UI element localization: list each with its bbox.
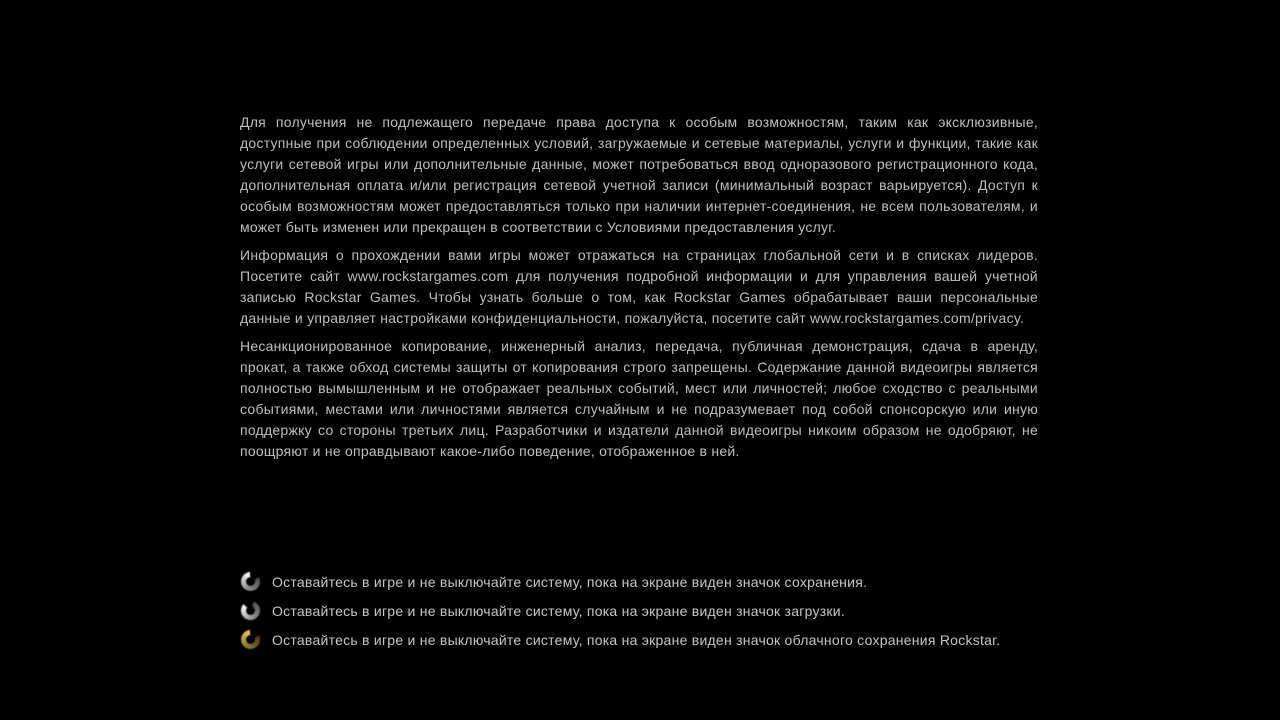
legal-text-block xyxy=(240,112,1038,469)
notice-row-loading xyxy=(241,596,1071,625)
notice-text-save: Оставайтесь в игре и не выключайте систему, пока на экране виден значок сохранения. xyxy=(272,573,868,590)
legal-paragraph-copyright: Несанкционированное копирование, инженерный анализ, передача, публичная демонстрация, сдача в аренду, прокат, а также обход системы защиты от копирования строго запрещены. Содержание данной видеоигры является полностью вымышленным и не отображает реальных событий, мест или личностей; любое сходство с реальными событиями, местами или личностями является случайным и не подразумевает под собой спонсорскую или иную поддержку со стороны третьих лиц. Разработчики и издатели данной видеоигры никоим образом не одобряют, не поощряют и не оправдывают какое-либо поведение, отображенное в ней. xyxy=(240,338,1038,459)
notice-text-loading: Оставайтесь в игре и не выключайте систему, пока на экране виден значок загрузки. xyxy=(272,602,846,619)
notice-text-cloud-save: Оставайтесь в игре и не выключайте систему, пока на экране виден значок облачного сохранения Rockstar. xyxy=(272,631,1001,648)
loading-spinner-icon xyxy=(237,597,264,624)
legal-paragraph-access-features: Для получения не подлежащего передаче права доступа к особым возможностям, таким как эксклюзивные, доступные при соблюдении определенных условий, загружаемые и сетевые материалы, услуги и функции, такие как услуги сетевой игры или дополнительные данные, может потребоваться ввод одноразового регистрационного кода, дополнительная оплата и/или регистрация сетевой учетной записи (минимальный возраст варьируется). Доступ к особым возможностям может предоставляться только при наличии интернет-соединения, не всем пользователям, и может быть изменен или прекращен в соответствии с Условиями предоставления услуг. xyxy=(240,114,1038,235)
notice-row-cloud-save xyxy=(241,625,1071,654)
notice-row-save xyxy=(241,567,1071,596)
legal-paragraph-online-info: Информация о прохождении вами игры может отражаться на страницах глобальной сети и в списках лидеров. Посетите сайт www.rockstargames.com для получения подробной информации и для управления вашей учетной записью Rockstar Games. Чтобы узнать больше о том, как Rockstar Games обрабатывает ваши персональные данные и управляет настройками конфиденциальности, пожалуйста, посетите сайт www.rockstargames.com/privacy. xyxy=(240,247,1038,326)
save-spinner-icon xyxy=(241,572,260,591)
save-notices-block xyxy=(241,567,1071,654)
rockstar-cloud-save-spinner-icon xyxy=(241,630,260,649)
